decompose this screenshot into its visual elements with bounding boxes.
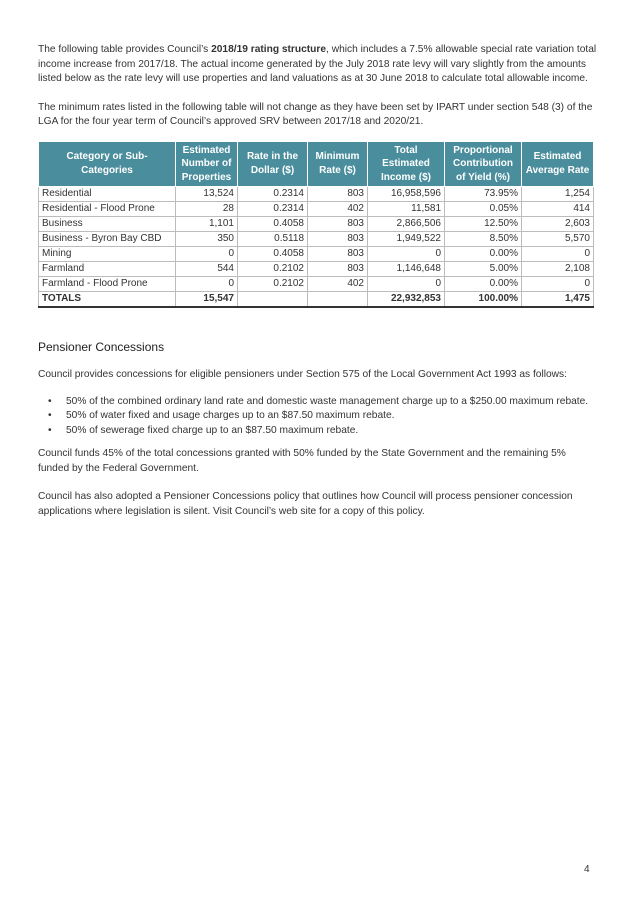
- value-cell: 803: [308, 187, 368, 202]
- header-rate-dollar: Rate in the Dollar ($): [238, 141, 308, 187]
- value-cell: 803: [308, 217, 368, 232]
- rating-structure-emphasis: 2018/19 rating structure: [211, 44, 327, 55]
- value-cell: 0.4058: [238, 247, 308, 262]
- header-minimum-rate: Minimum Rate ($): [308, 141, 368, 187]
- rating-structure-table: [38, 141, 594, 309]
- category-cell: Mining: [39, 247, 176, 262]
- value-cell: 100.00%: [445, 292, 522, 308]
- list-item: • 50% of sewerage fixed charge up to an $87.50 maximum rebate.: [62, 424, 598, 439]
- category-cell: TOTALS: [39, 292, 176, 308]
- value-cell: 1,254: [522, 187, 594, 202]
- value-cell: 1,949,522: [368, 232, 445, 247]
- value-cell: 1,146,648: [368, 262, 445, 277]
- table-row: [39, 247, 594, 262]
- header-properties: Estimated Number of Properties: [176, 141, 238, 187]
- value-cell: 0.2102: [238, 277, 308, 292]
- category-cell: Farmland: [39, 262, 176, 277]
- value-cell: 803: [308, 262, 368, 277]
- value-cell: 0: [368, 277, 445, 292]
- value-cell: [238, 292, 308, 308]
- value-cell: 0: [368, 247, 445, 262]
- pensioner-paragraph-3: Council has also adopted a Pensioner Concessions policy that outlines how Council will process pensioner concession applications where legislation is silent. Visit Council’s web site for a copy of this policy.: [38, 491, 573, 517]
- value-cell: 13,524: [176, 187, 238, 202]
- value-cell: [308, 292, 368, 308]
- section-heading: Pensioner Concessions: [38, 340, 165, 354]
- value-cell: 402: [308, 202, 368, 217]
- value-cell: 402: [308, 277, 368, 292]
- category-cell: Business - Byron Bay CBD: [39, 232, 176, 247]
- category-cell: Farmland - Flood Prone: [39, 277, 176, 292]
- value-cell: 544: [176, 262, 238, 277]
- value-cell: 0.00%: [445, 247, 522, 262]
- header-average-rate: Estimated Average Rate: [522, 141, 594, 187]
- value-cell: 0: [522, 247, 594, 262]
- value-cell: 2,866,506: [368, 217, 445, 232]
- table-row: [39, 277, 594, 292]
- bullet-icon: •: [48, 395, 52, 407]
- table-row: [39, 202, 594, 217]
- page-number: 4: [584, 864, 590, 875]
- value-cell: 0: [176, 277, 238, 292]
- value-cell: 803: [308, 232, 368, 247]
- value-cell: 0.5118: [238, 232, 308, 247]
- value-cell: 803: [308, 247, 368, 262]
- page-content: [38, 43, 598, 519]
- value-cell: 16,958,596: [368, 187, 445, 202]
- pensioner-paragraph-1: Council provides concessions for eligible pensioners under Section 575 of the Local Government Act 1993 as follows:: [38, 369, 567, 380]
- value-cell: 8.50%: [445, 232, 522, 247]
- totals-row: [39, 292, 594, 308]
- intro-paragraph-2: The minimum rates listed in the following table will not change as they have been set by IPART under section 548 (3) of the LGA for the four year term of Council’s approved SRV between 2017/18 and 2020/21.: [38, 101, 593, 127]
- bullet-icon: •: [48, 410, 52, 421]
- value-cell: 0.05%: [445, 202, 522, 217]
- value-cell: 414: [522, 202, 594, 217]
- value-cell: 73.95%: [445, 187, 522, 202]
- value-cell: 5.00%: [445, 262, 522, 277]
- category-cell: Residential - Flood Prone: [39, 202, 176, 217]
- value-cell: 0.2314: [238, 202, 308, 217]
- table-row: [39, 232, 594, 247]
- value-cell: 15,547: [176, 292, 238, 308]
- category-cell: Residential: [39, 187, 176, 202]
- value-cell: 0.2102: [238, 262, 308, 277]
- list-item: • 50% of water fixed and usage charges up to an $87.50 maximum rebate.: [62, 409, 598, 424]
- value-cell: 5,570: [522, 232, 594, 247]
- value-cell: 0.4058: [238, 217, 308, 232]
- bullet-icon: •: [48, 424, 52, 436]
- table-row: [39, 187, 594, 202]
- value-cell: 22,932,853: [368, 292, 445, 308]
- value-cell: 1,475: [522, 292, 594, 308]
- header-category: Category or Sub-Categories: [39, 141, 176, 187]
- list-item: • 50% of the combined ordinary land rate and domestic waste management charge up to a $250.00 maximum rebate.: [62, 395, 598, 410]
- header-proportional-contribution: Proportional Contribution of Yield (%): [445, 141, 522, 187]
- value-cell: 2,108: [522, 262, 594, 277]
- value-cell: 350: [176, 232, 238, 247]
- value-cell: 11,581: [368, 202, 445, 217]
- table-body: [39, 187, 594, 308]
- header-total-income: Total Estimated Income ($): [368, 141, 445, 187]
- value-cell: 2,603: [522, 217, 594, 232]
- value-cell: 12.50%: [445, 217, 522, 232]
- pensioner-paragraph-2: Council funds 45% of the total concessions granted with 50% funded by the State Government and the remaining 5% funded by the Federal Government.: [38, 448, 566, 474]
- table-row: [39, 262, 594, 277]
- concession-list: [38, 395, 598, 439]
- intro-paragraph-1: The following table provides Council’s 2018/19 rating structure, which includes a 7.5% allowable special rate variation total income increase from 2017/18. The actual income generated by the July 2018 rate levy will vary slightly from the amounts listed below as the rate levy will use properties and land valuations as at 30 June 2018 to calculate total allowable income.: [38, 44, 597, 84]
- value-cell: 0: [176, 247, 238, 262]
- value-cell: 0.2314: [238, 187, 308, 202]
- table-header-row: [39, 141, 594, 187]
- value-cell: 0.00%: [445, 277, 522, 292]
- value-cell: 0: [522, 277, 594, 292]
- value-cell: 28: [176, 202, 238, 217]
- category-cell: Business: [39, 217, 176, 232]
- value-cell: 1,101: [176, 217, 238, 232]
- table-row: [39, 217, 594, 232]
